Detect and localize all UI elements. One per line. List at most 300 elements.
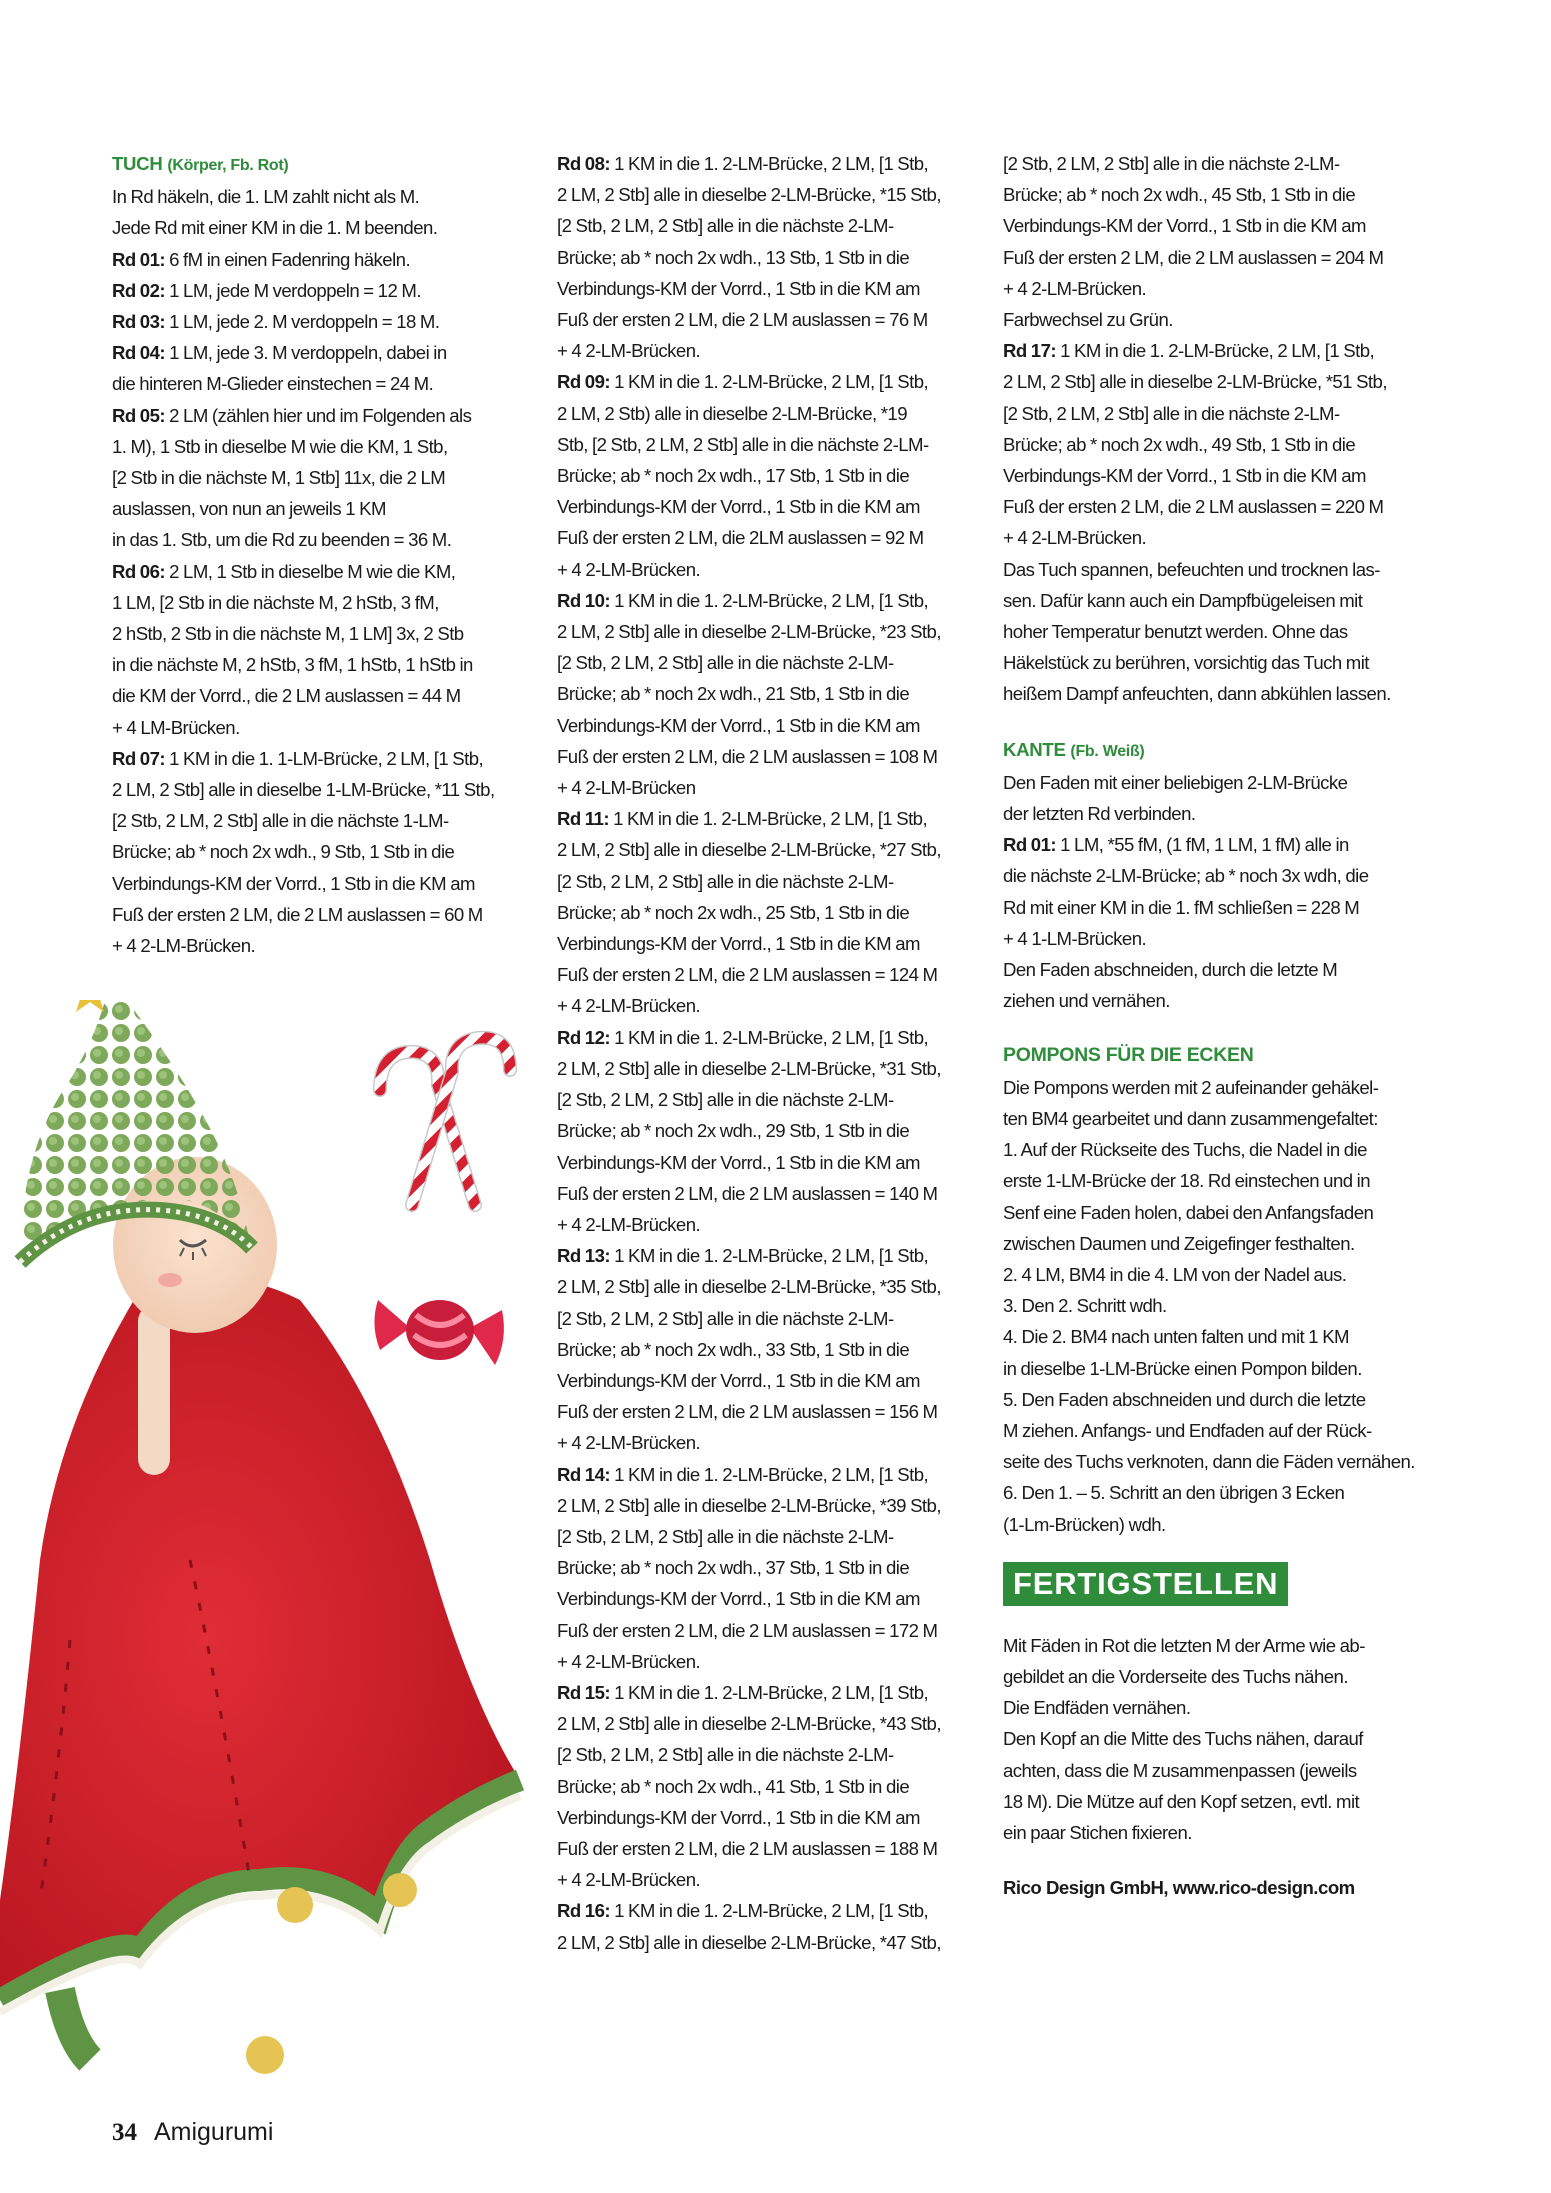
round-label: Rd 07:: [112, 747, 166, 769]
instruction-text: Fuß der ersten 2 LM, die 2 LM auslassen = 140 M: [557, 1182, 938, 1204]
instruction-line: [557, 990, 977, 1021]
round-label: Rd 14:: [557, 1463, 611, 1485]
instruction-text: die KM der Vorrd., die 2 LM auslassen = 44 M: [112, 685, 461, 707]
credit-line: Rico Design GmbH, www.rico-design.com: [1003, 1877, 1355, 1899]
instruction-line: [1003, 1630, 1423, 1661]
round-label: Rd 11:: [557, 808, 609, 830]
instruction-text: 2 LM, 2 Stb] alle in dieselbe 2-LM-Brücke, *31 Stb,: [557, 1057, 941, 1079]
instruction-line: [557, 1427, 977, 1458]
instruction-text: 2 LM, 2 Stb) alle in dieselbe 2-LM-Brücke, *19: [557, 402, 907, 424]
instruction-text: 1 LM, jede 3. M verdoppeln, dabei in: [165, 342, 447, 364]
instruction-line: [557, 834, 977, 865]
instruction-line: [112, 774, 532, 805]
instruction-text: Den Kopf an die Mitte des Tuchs nähen, darauf: [1003, 1728, 1363, 1750]
instruction-text: Brücke; ab * noch 2x wdh., 33 Stb, 1 Stb in die: [557, 1338, 910, 1360]
instruction-block-pompons: [1003, 1072, 1423, 1540]
crochet-doll-photo: [0, 1000, 560, 2080]
instruction-text: 1 LM, jede M verdoppeln = 12 M.: [165, 279, 421, 301]
instruction-text: 2 hStb, 2 Stb in die nächste M, 1 LM] 3x, 2 Stb: [112, 623, 464, 645]
page-number: 34: [112, 2119, 137, 2146]
instruction-line: [557, 959, 977, 990]
instruction-line: [557, 741, 977, 772]
instruction-text: Mit Fäden in Rot die letzten M der Arme wie ab-: [1003, 1634, 1365, 1656]
instruction-text: [2 Stb, 2 LM, 2 Stb] alle in die nächste 2-LM-: [557, 1089, 894, 1111]
round-label: Rd 02:: [112, 279, 166, 301]
instruction-line: [1003, 647, 1423, 678]
instruction-line: [112, 587, 532, 618]
instruction-text: Brücke; ab * noch 2x wdh., 21 Stb, 1 Stb in die: [557, 683, 910, 705]
instruction-text: 1 KM in die 1. 2-LM-Brücke, 2 LM, [1 Stb,: [610, 1900, 929, 1922]
magazine-title: Amigurumi: [153, 2118, 274, 2146]
instruction-line: [557, 616, 977, 647]
instruction-text: ein paar Stichen fixieren.: [1003, 1821, 1192, 1843]
instruction-line: [557, 1115, 977, 1146]
instruction-line: [557, 273, 977, 304]
instruction-text: Die Pompons werden mit 2 aufeinander gehäkel-: [1003, 1076, 1379, 1098]
instruction-line: [1003, 210, 1423, 241]
instruction-text: Brücke; ab * noch 2x wdh., 9 Stb, 1 Stb in die: [112, 841, 455, 863]
instruction-line: [557, 1334, 977, 1365]
instruction-line: [112, 524, 532, 555]
instruction-line: [557, 1303, 977, 1334]
instruction-text: 1 LM, *55 fM, (1 fM, 1 LM, 1 fM) alle in: [1056, 834, 1349, 856]
instruction-line: [557, 242, 977, 273]
instruction-text: 1 KM in die 1. 2-LM-Brücke, 2 LM, [1 Stb,: [610, 1245, 929, 1267]
instruction-text: 2 LM, 2 Stb] alle in dieselbe 2-LM-Brücke, *23 Stb,: [557, 621, 941, 643]
round-label: Rd 03:: [112, 311, 166, 333]
instruction-line: [1003, 585, 1423, 616]
instruction-line: [1003, 273, 1423, 304]
instruction-line: [1003, 798, 1423, 829]
instruction-line: [112, 462, 532, 493]
instruction-text: Die Endfäden vernähen.: [1003, 1697, 1191, 1719]
instruction-text: 1 KM in die 1. 2-LM-Brücke, 2 LM, [1 Stb,: [610, 1026, 929, 1048]
instruction-text: [2 Stb, 2 LM, 2 Stb] alle in die nächste 1-LM-: [112, 810, 449, 832]
instruction-text: 2 LM, 2 Stb] alle in dieselbe 1-LM-Brücke, *11 Stb,: [112, 779, 495, 801]
instruction-line: [112, 244, 532, 275]
instruction-text: in die nächste M, 2 hStb, 3 fM, 1 hStb, 1 hStb in: [112, 654, 473, 676]
instruction-line: [112, 337, 532, 368]
instruction-line: [557, 304, 977, 335]
instruction-line: [112, 743, 532, 774]
instruction-text: 4. Die 2. BM4 nach unten falten und mit 1 KM: [1003, 1326, 1349, 1348]
round-label: Rd 01:: [1003, 834, 1057, 856]
instruction-text: 1. M), 1 Stb in dieselbe M wie die KM, 1 Stb,: [112, 435, 448, 457]
instruction-text: + 4 1-LM-Brücken.: [1003, 927, 1147, 949]
instruction-line: [557, 1178, 977, 1209]
instruction-line: [557, 554, 977, 585]
instruction-text: + 4 2-LM-Brücken.: [557, 1869, 701, 1891]
instruction-text: [2 Stb, 2 LM, 2 Stb] alle in die nächste 2-LM-: [557, 1525, 894, 1547]
instruction-line: [557, 429, 977, 460]
instruction-text: + 4 LM-Brücken.: [112, 716, 240, 738]
instruction-text: Stb, [2 Stb, 2 LM, 2 Stb] alle in die nächste 2-LM-: [557, 433, 929, 455]
instruction-line: [1003, 304, 1423, 335]
instruction-text: + 4 2-LM-Brücken.: [557, 1432, 701, 1454]
instruction-text: ziehen und vernähen.: [1003, 990, 1170, 1012]
instruction-line: [112, 899, 532, 930]
round-label: Rd 13:: [557, 1245, 611, 1267]
heading-subtitle: (Fb. Weiß): [1070, 742, 1145, 760]
instruction-text: 1. Auf der Rückseite des Tuchs, die Nadel in die: [1003, 1139, 1367, 1161]
instruction-block-finish-tuch: [1003, 148, 1423, 710]
instruction-text: 1 KM in die 1. 2-LM-Brücke, 2 LM, [1 Stb,: [610, 589, 929, 611]
instruction-text: [2 Stb, 2 LM, 2 Stb] alle in die nächste 2-LM-: [557, 215, 894, 237]
instruction-line: [1003, 829, 1423, 860]
instruction-text: + 4 2-LM-Brücken.: [112, 935, 256, 957]
instruction-text: Brücke; ab * noch 2x wdh., 49 Stb, 1 Stb in die: [1003, 433, 1356, 455]
instruction-text: 18 M). Die Mütze auf den Kopf setzen, evtl. mit: [1003, 1790, 1360, 1812]
instruction-line: [1003, 1384, 1423, 1415]
instruction-line: [1003, 460, 1423, 491]
instruction-text: 6. Den 1. – 5. Schritt an den übrigen 3 Ecken: [1003, 1482, 1345, 1504]
instruction-text: [2 Stb, 2 LM, 2 Stb] alle in die nächste 2-LM-: [1003, 153, 1340, 174]
instruction-line: [1003, 1817, 1423, 1848]
instruction-text: + 4 2-LM-Brücken: [557, 777, 696, 799]
round-label: Rd 16:: [557, 1900, 611, 1922]
instruction-text: 1 KM in die 1. 2-LM-Brücke, 2 LM, [1 Stb,: [610, 371, 929, 393]
instruction-text: Brücke; ab * noch 2x wdh., 41 Stb, 1 Stb in die: [557, 1775, 910, 1797]
heading-title: KANTE: [1003, 738, 1066, 760]
instruction-line: [112, 181, 532, 212]
instruction-line: [112, 275, 532, 306]
instruction-text: Verbindungs-KM der Vorrd., 1 Stb in die KM am: [112, 872, 475, 894]
instruction-line: [557, 928, 977, 959]
instruction-line: [557, 1864, 977, 1895]
instruction-line: [112, 868, 532, 899]
instruction-line: [1003, 1723, 1423, 1754]
instruction-line: [1003, 1786, 1423, 1817]
instruction-text: 1 KM in die 1. 2-LM-Brücke, 2 LM, [1 Stb,: [610, 1463, 929, 1485]
instruction-line: [557, 398, 977, 429]
instruction-line: [1003, 1446, 1423, 1477]
instruction-line: [557, 179, 977, 210]
instruction-line: [112, 556, 532, 587]
round-label: Rd 10:: [557, 589, 611, 611]
instruction-text: 2 LM, 2 Stb] alle in dieselbe 2-LM-Brücke, *39 Stb,: [557, 1494, 941, 1516]
instruction-text: 2 LM, 2 Stb] alle in dieselbe 2-LM-Brücke, *27 Stb,: [557, 839, 941, 861]
instruction-line: [1003, 1353, 1423, 1384]
instruction-text: erste 1-LM-Brücke der 18. Rd einstechen und in: [1003, 1170, 1371, 1192]
instruction-text: + 4 2-LM-Brücken.: [1003, 277, 1147, 299]
instruction-text: achten, dass die M zusammenpassen (jeweils: [1003, 1759, 1357, 1781]
instruction-text: hoher Temperatur benutzt werden. Ohne das: [1003, 621, 1348, 643]
instruction-text: In Rd häkeln, die 1. LM zahlt nicht als M.: [112, 186, 420, 208]
instruction-line: [557, 1583, 977, 1614]
instruction-text: + 4 2-LM-Brücken.: [557, 1650, 701, 1672]
instruction-text: Fuß der ersten 2 LM, die 2 LM auslassen = 220 M: [1003, 496, 1384, 518]
instruction-text: Fuß der ersten 2 LM, die 2 LM auslassen = 204 M: [1003, 246, 1384, 268]
instruction-line: [557, 491, 977, 522]
instruction-text: [2 Stb, 2 LM, 2 Stb] alle in die nächste 2-LM-: [557, 1307, 894, 1329]
instruction-text: zwischen Daumen und Zeigefinger festhalten.: [1003, 1232, 1355, 1254]
instruction-line: [557, 366, 977, 397]
instruction-line: [557, 1240, 977, 1271]
instruction-text: 2 LM (zählen hier und im Folgenden als: [165, 404, 472, 426]
instruction-line: [1003, 892, 1423, 923]
instruction-text: [2 Stb, 2 LM, 2 Stb] alle in die nächste 2-LM-: [557, 870, 894, 892]
instruction-text: [2 Stb, 2 LM, 2 Stb] alle in die nächste 2-LM-: [557, 1744, 894, 1766]
instruction-line: [1003, 1197, 1423, 1228]
instruction-line: [557, 1708, 977, 1739]
instruction-line: [1003, 1321, 1423, 1352]
instruction-text: Fuß der ersten 2 LM, die 2 LM auslassen = 156 M: [557, 1401, 938, 1423]
instruction-line: [1003, 522, 1423, 553]
instruction-text: gebildet an die Vorderseite des Tuchs nähen.: [1003, 1665, 1348, 1687]
instruction-text: Brücke; ab * noch 2x wdh., 17 Stb, 1 Stb in die: [557, 465, 910, 487]
instruction-text: 1 KM in die 1. 2-LM-Brücke, 2 LM, [1 Stb,: [610, 153, 929, 174]
instruction-line: [112, 649, 532, 680]
instruction-line: [1003, 1290, 1423, 1321]
instruction-line: [1003, 1692, 1423, 1723]
instruction-line: [1003, 1415, 1423, 1446]
instruction-line: [557, 1084, 977, 1115]
instruction-text: Brücke; ab * noch 2x wdh., 25 Stb, 1 Stb in die: [557, 901, 910, 923]
column-3: [1003, 148, 1423, 1903]
instruction-line: [557, 1833, 977, 1864]
instruction-text: Verbindungs-KM der Vorrd., 1 Stb in die KM am: [1003, 215, 1366, 237]
instruction-text: Verbindungs-KM der Vorrd., 1 Stb in die KM am: [557, 277, 920, 299]
instruction-text: (1-Lm-Brücken) wdh.: [1003, 1513, 1166, 1535]
instruction-line: [1003, 923, 1423, 954]
round-label: Rd 08:: [557, 153, 611, 174]
instruction-block-kante: [1003, 767, 1423, 1017]
instruction-text: Brücke; ab * noch 2x wdh., 37 Stb, 1 Stb in die: [557, 1557, 910, 1579]
instruction-text: 1 KM in die 1. 2-LM-Brücke, 2 LM, [1 Stb,: [609, 808, 928, 830]
page-footer: [112, 2118, 273, 2147]
instruction-text: 1 KM in die 1. 2-LM-Brücke, 2 LM, [1 Stb,: [610, 1681, 929, 1703]
instruction-text: [2 Stb, 2 LM, 2 Stb] alle in die nächste 2-LM-: [1003, 402, 1340, 424]
instruction-line: [1003, 1259, 1423, 1290]
instruction-text: [2 Stb, 2 LM, 2 Stb] alle in die nächste 2-LM-: [557, 652, 894, 674]
instruction-text: 1 LM, jede 2. M verdoppeln = 18 M.: [165, 311, 440, 333]
instruction-line: [1003, 1509, 1423, 1540]
instruction-text: Fuß der ersten 2 LM, die 2 LM auslassen = 172 M: [557, 1619, 938, 1641]
instruction-line: [1003, 179, 1423, 210]
heading-title: TUCH: [112, 153, 163, 174]
instruction-text: 5. Den Faden abschneiden und durch die letzte: [1003, 1388, 1366, 1410]
round-label: Rd 05:: [112, 404, 166, 426]
section-heading-kante: [1003, 734, 1423, 767]
instruction-text: auslassen, von nun an jeweils 1 KM: [112, 498, 386, 520]
instruction-text: 1 LM, [2 Stb in die nächste M, 2 hStb, 3 fM,: [112, 591, 439, 613]
instruction-text: 2 LM, 2 Stb] alle in dieselbe 2-LM-Brücke, *47 Stb,: [557, 1931, 941, 1953]
instruction-text: Verbindungs-KM der Vorrd., 1 Stb in die KM am: [557, 1369, 920, 1391]
instruction-line: [557, 1615, 977, 1646]
instruction-line: [557, 1927, 977, 1958]
instruction-line: [557, 460, 977, 491]
instruction-line: [557, 1739, 977, 1770]
instruction-line: [1003, 1134, 1423, 1165]
instruction-line: [557, 210, 977, 241]
instruction-line: [112, 212, 532, 243]
instruction-text: Brücke; ab * noch 2x wdh., 13 Stb, 1 Stb in die: [557, 246, 910, 268]
instruction-line: [1003, 678, 1423, 709]
instruction-line: [557, 803, 977, 834]
instruction-line: [557, 866, 977, 897]
instruction-line: [557, 1053, 977, 1084]
instruction-line: [112, 400, 532, 431]
instruction-text: + 4 2-LM-Brücken.: [557, 1213, 701, 1235]
instruction-line: [557, 772, 977, 803]
instruction-line: [557, 710, 977, 741]
instruction-text: Brücke; ab * noch 2x wdh., 45 Stb, 1 Stb in die: [1003, 184, 1356, 206]
instruction-line: [557, 1459, 977, 1490]
instruction-line: [557, 1490, 977, 1521]
instruction-text: Farbwechsel zu Grün.: [1003, 309, 1173, 331]
instruction-text: Häkelstück zu berühren, vorsichtig das Tuch mit: [1003, 652, 1369, 674]
instruction-line: [557, 585, 977, 616]
instruction-line: [557, 1802, 977, 1833]
instruction-line: [112, 306, 532, 337]
instruction-text: 6 fM in einen Fadenring häkeln.: [165, 248, 411, 270]
instruction-text: M ziehen. Anfangs- und Endfaden auf der Rück-: [1003, 1419, 1372, 1441]
instruction-line: [557, 1646, 977, 1677]
instruction-text: die nächste 2-LM-Brücke; ab * noch 3x wdh, die: [1003, 865, 1369, 887]
round-label: Rd 12:: [557, 1026, 611, 1048]
instruction-line: [1003, 1661, 1423, 1692]
instruction-text: Fuß der ersten 2 LM, die 2 LM auslassen = 108 M: [557, 745, 938, 767]
instruction-text: Senf eine Faden holen, dabei den Anfangsfaden: [1003, 1201, 1374, 1223]
instruction-text: sen. Dafür kann auch ein Dampfbügeleisen mit: [1003, 589, 1363, 611]
instruction-text: + 4 2-LM-Brücken.: [1003, 527, 1147, 549]
instruction-line: [1003, 429, 1423, 460]
instruction-text: Verbindungs-KM der Vorrd., 1 Stb in die KM am: [557, 1588, 920, 1610]
instruction-block-rounds: [557, 148, 977, 1958]
instruction-text: Verbindungs-KM der Vorrd., 1 Stb in die KM am: [557, 1151, 920, 1173]
instruction-line: [112, 493, 532, 524]
instruction-line: [1003, 335, 1423, 366]
instruction-line: [1003, 242, 1423, 273]
instruction-text: Das Tuch spannen, befeuchten und trocknen las-: [1003, 558, 1380, 580]
instruction-text: der letzten Rd verbinden.: [1003, 803, 1196, 825]
instruction-text: 2 LM, 1 Stb in dieselbe M wie die KM,: [165, 560, 456, 582]
instruction-line: [112, 930, 532, 961]
instruction-line: [557, 1396, 977, 1427]
instruction-text: in das 1. Stb, um die Rd zu beenden = 36 M.: [112, 529, 452, 551]
instruction-line: [557, 148, 977, 179]
instruction-text: Brücke; ab * noch 2x wdh., 29 Stb, 1 Stb in die: [557, 1120, 910, 1142]
section-banner-fertigstellen: FERTIGSTELLEN: [1003, 1562, 1288, 1606]
instruction-text: Jede Rd mit einer KM in die 1. M beenden.: [112, 217, 438, 239]
instruction-text: Verbindungs-KM der Vorrd., 1 Stb in die KM am: [1003, 465, 1366, 487]
instruction-text: 2 LM, 2 Stb] alle in dieselbe 2-LM-Brücke, *51 Stb,: [1003, 371, 1387, 393]
instruction-text: + 4 2-LM-Brücken.: [557, 558, 701, 580]
instruction-text: in dieselbe 1-LM-Brücke einen Pompon bilden.: [1003, 1357, 1362, 1379]
instruction-block-fertigstellen: [1003, 1630, 1423, 1848]
instruction-line: [112, 836, 532, 867]
instruction-text: Rd mit einer KM in die 1. fM schließen = 228 M: [1003, 896, 1360, 918]
instruction-line: [1003, 985, 1423, 1016]
instruction-line: [1003, 1165, 1423, 1196]
instruction-line: [1003, 767, 1423, 798]
instruction-text: 2 LM, 2 Stb] alle in dieselbe 2-LM-Brücke, *43 Stb,: [557, 1713, 941, 1735]
instruction-line: [557, 678, 977, 709]
instruction-text: 2 LM, 2 Stb] alle in dieselbe 2-LM-Brücke, *35 Stb,: [557, 1276, 941, 1298]
instruction-line: [1003, 860, 1423, 891]
instruction-line: [557, 1209, 977, 1240]
instruction-text: [2 Stb in die nächste M, 1 Stb] 11x, die 2 LM: [112, 467, 446, 489]
instruction-line: [557, 335, 977, 366]
section-heading-tuch: [112, 148, 532, 181]
instruction-text: seite des Tuchs verknoten, dann die Fäden vernähen.: [1003, 1451, 1415, 1473]
instruction-text: 2 LM, 2 Stb] alle in dieselbe 2-LM-Brücke, *15 Stb,: [557, 184, 941, 206]
instruction-line: [1003, 616, 1423, 647]
instruction-text: 2. 4 LM, BM4 in die 4. LM von der Nadel aus.: [1003, 1263, 1347, 1285]
instruction-line: [1003, 1072, 1423, 1103]
column-1: [112, 148, 532, 961]
instruction-text: Fuß der ersten 2 LM, die 2LM auslassen = 92 M: [557, 527, 924, 549]
instruction-text: Fuß der ersten 2 LM, die 2 LM auslassen = 76 M: [557, 309, 928, 331]
round-label: Rd 06:: [112, 560, 166, 582]
instruction-text: Verbindungs-KM der Vorrd., 1 Stb in die KM am: [557, 714, 920, 736]
instruction-line: [112, 680, 532, 711]
instruction-line: [557, 1147, 977, 1178]
instruction-line: [1003, 1477, 1423, 1508]
column-2: [557, 148, 977, 1958]
instruction-line: [1003, 491, 1423, 522]
instruction-line: [557, 1521, 977, 1552]
instruction-text: Fuß der ersten 2 LM, die 2 LM auslassen = 124 M: [557, 964, 938, 986]
instruction-line: [557, 1677, 977, 1708]
instruction-text: ten BM4 gearbeitet und dann zusammengefaltet:: [1003, 1107, 1378, 1129]
round-label: Rd 09:: [557, 371, 611, 393]
instruction-text: 3. Den 2. Schritt wdh.: [1003, 1295, 1167, 1317]
instruction-line: [1003, 1228, 1423, 1259]
instruction-text: Verbindungs-KM der Vorrd., 1 Stb in die KM am: [557, 496, 920, 518]
instruction-line: [557, 1271, 977, 1302]
instruction-line: [557, 1771, 977, 1802]
instruction-line: [1003, 398, 1423, 429]
instruction-text: Den Faden abschneiden, durch die letzte M: [1003, 959, 1338, 981]
section-heading-pompons: POMPONS FÜR DIE ECKEN: [1003, 1044, 1254, 1067]
instruction-line: [112, 805, 532, 836]
instruction-text: 1 KM in die 1. 2-LM-Brücke, 2 LM, [1 Stb,: [1056, 340, 1375, 362]
instruction-text: Fuß der ersten 2 LM, die 2 LM auslassen = 60 M: [112, 903, 483, 925]
instruction-text: Fuß der ersten 2 LM, die 2 LM auslassen = 188 M: [557, 1837, 938, 1859]
instruction-line: [112, 618, 532, 649]
instruction-line: [1003, 1103, 1423, 1134]
instruction-line: [112, 368, 532, 399]
instruction-line: [1003, 554, 1423, 585]
instruction-text: Verbindungs-KM der Vorrd., 1 Stb in die KM am: [557, 933, 920, 955]
round-label: Rd 17:: [1003, 340, 1057, 362]
instruction-line: [1003, 148, 1423, 179]
instruction-text: heißem Dampf anfeuchten, dann abkühlen lassen.: [1003, 683, 1391, 705]
instruction-line: [557, 1022, 977, 1053]
instruction-text: die hinteren M-Glieder einstechen = 24 M.: [112, 373, 434, 395]
instruction-text: 1 KM in die 1. 1-LM-Brücke, 2 LM, [1 Stb,: [165, 747, 484, 769]
instruction-line: [1003, 954, 1423, 985]
instruction-line: [557, 1365, 977, 1396]
instruction-line: [557, 897, 977, 928]
instruction-line: [112, 431, 532, 462]
instruction-text: Verbindungs-KM der Vorrd., 1 Stb in die KM am: [557, 1806, 920, 1828]
instruction-line: [557, 1552, 977, 1583]
instruction-text: + 4 2-LM-Brücken.: [557, 995, 701, 1017]
instruction-line: [557, 522, 977, 553]
instruction-line: [1003, 1755, 1423, 1786]
round-label: Rd 01:: [112, 248, 166, 270]
instruction-text: Den Faden mit einer beliebigen 2-LM-Brücke: [1003, 771, 1348, 793]
round-label: Rd 04:: [112, 342, 166, 364]
instruction-line: [1003, 366, 1423, 397]
instruction-text: + 4 2-LM-Brücken.: [557, 340, 701, 362]
heading-subtitle: (Körper, Fb. Rot): [167, 157, 289, 174]
instruction-line: [557, 1895, 977, 1926]
round-label: Rd 15:: [557, 1681, 611, 1703]
instruction-block-tuch: [112, 181, 532, 961]
